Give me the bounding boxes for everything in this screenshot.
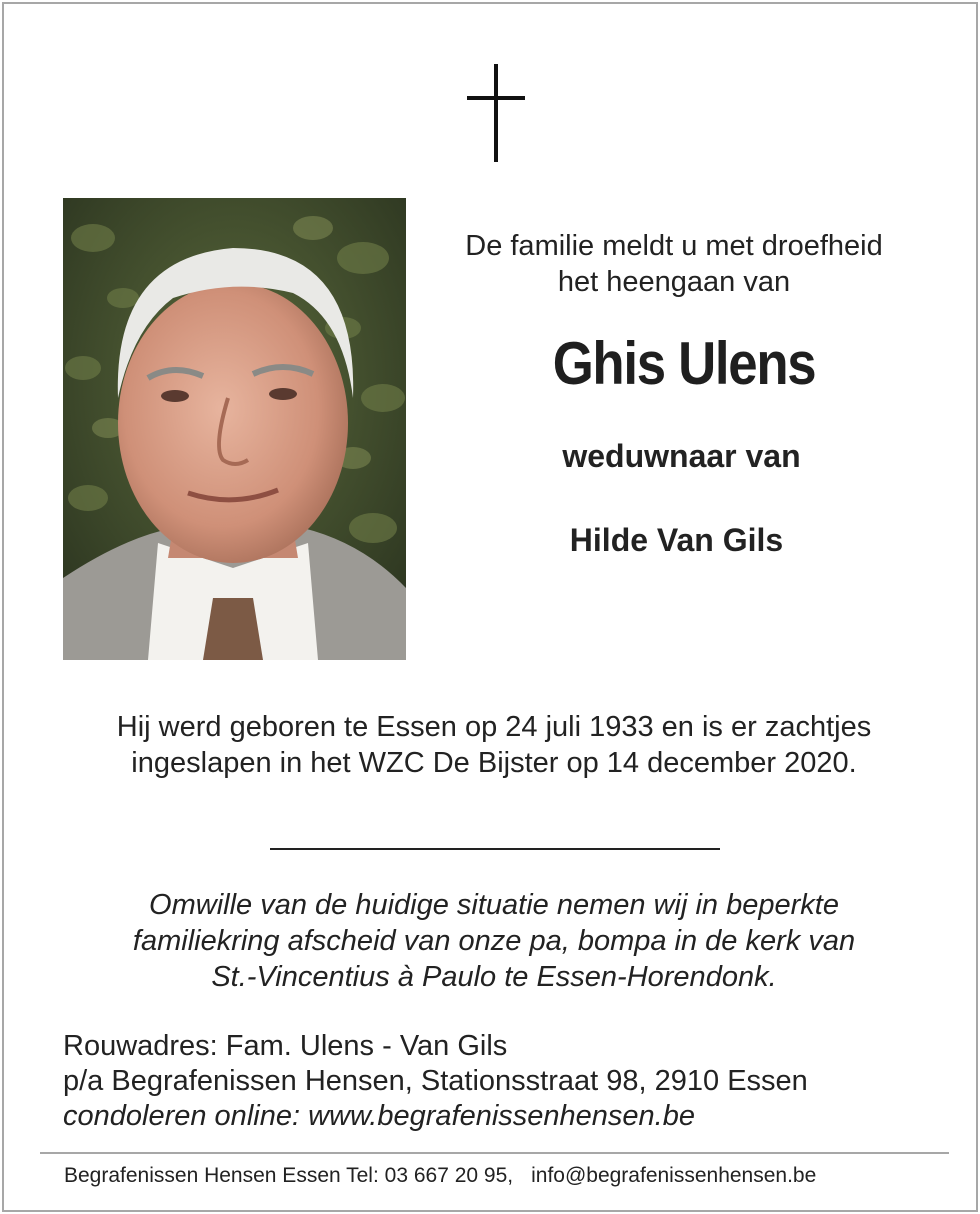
intro-line-1: De familie meldt u met droefheid xyxy=(465,230,883,262)
notice-line-2: familiekring afscheid van onze pa, bompa in de kerk van xyxy=(132,925,856,957)
biography xyxy=(44,709,944,781)
intro-text xyxy=(424,228,924,300)
address-line-2: p/a Begrafenissen Hensen, Stationsstraat 98, 2910 Essen xyxy=(63,1065,808,1097)
relation-label: weduwnaar van xyxy=(562,438,801,474)
portrait-photo xyxy=(63,198,406,660)
notice-line-1: Omwille van de huidige situatie nemen wij in beperkte xyxy=(149,889,839,921)
footer-contact: Begrafenissen Hensen Essen Tel: 03 667 20 95, xyxy=(64,1164,514,1187)
condolences-link[interactable]: condoleren online: www.begrafenissenhensen.be xyxy=(63,1100,695,1132)
cross-icon xyxy=(467,64,525,164)
footer-email[interactable]: info@begrafenissenhensen.be xyxy=(531,1164,817,1187)
footer-divider xyxy=(40,1152,949,1154)
deceased-name: Ghis Ulens xyxy=(552,330,816,397)
notice-line-3: St.-Vincentius à Paulo te Essen-Horendonk. xyxy=(211,961,777,993)
separator-line xyxy=(270,848,720,850)
bio-line-2: ingeslapen in het WZC De Bijster op 14 december 2020. xyxy=(131,747,857,779)
mourning-address xyxy=(63,1029,943,1134)
footer xyxy=(64,1164,964,1188)
intro-line-2: het heengaan van xyxy=(557,266,791,298)
partner-name: Hilde Van Gils xyxy=(569,522,784,558)
obituary-card xyxy=(2,2,978,1212)
bio-line-1: Hij werd geboren te Essen op 24 juli 1933 en is er zachtjes xyxy=(116,711,872,743)
address-line-1: Rouwadres: Fam. Ulens - Van Gils xyxy=(63,1030,508,1062)
funeral-notice xyxy=(44,887,944,995)
